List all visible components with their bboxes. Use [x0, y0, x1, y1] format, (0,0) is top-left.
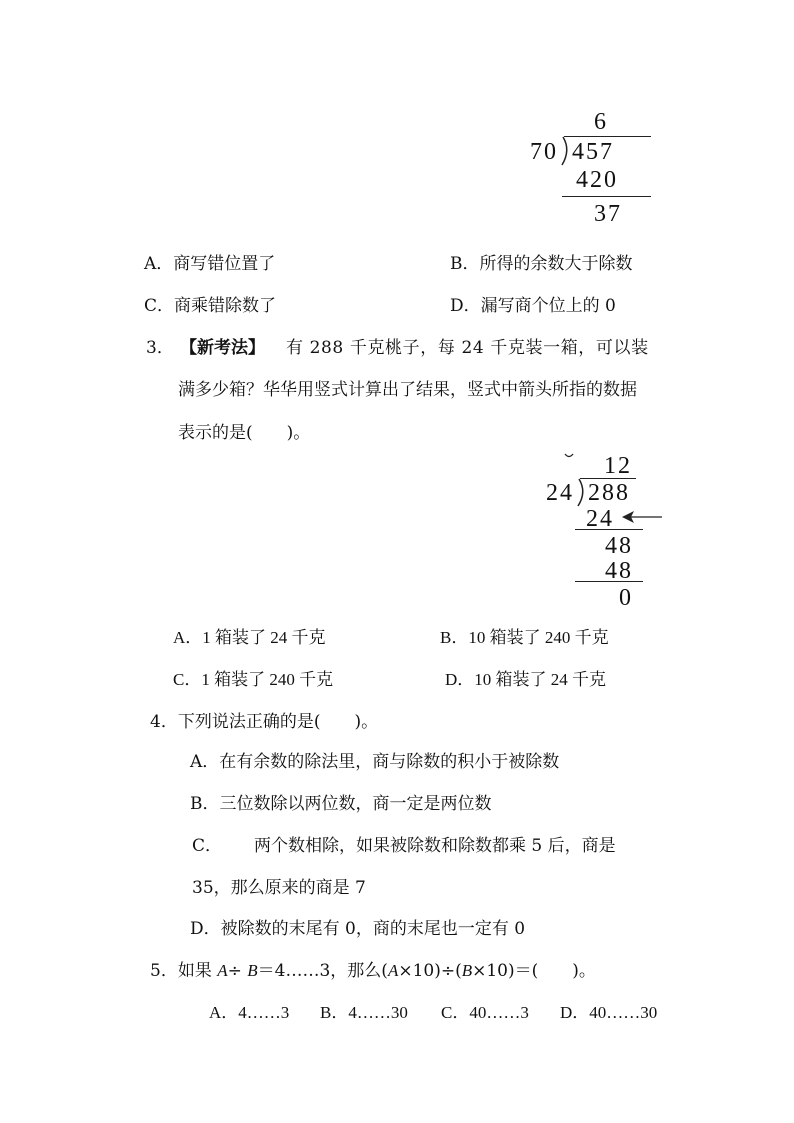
q3-stem-line3: 表示的是( )。 — [178, 423, 311, 443]
q3-remainder: 0 — [619, 585, 633, 611]
q2-option-b[interactable]: B．所得的余数大于除数 — [450, 254, 633, 274]
q2-product: 420 — [576, 167, 618, 193]
q5-var-a: A — [217, 961, 228, 980]
q2-option-c[interactable]: C．商乘错除数了 — [144, 296, 277, 316]
q3-step3: 48 — [605, 558, 633, 584]
q3-tag: 【新考法】 — [180, 338, 265, 358]
q3-divisor: 24 — [546, 480, 574, 506]
q5-var-a-2: A — [387, 961, 399, 980]
q3-option-a[interactable]: A．1 箱装了 24 千克 — [173, 628, 326, 647]
q2-option-a[interactable]: A．商写错位置了 — [144, 254, 276, 274]
q2-option-d[interactable]: D．漏写商个位上的 0 — [450, 296, 616, 316]
q4-option-c-line1: 两个数相除，如果被除数和除数都乘 5 后，商是 — [254, 836, 616, 856]
q4-option-a[interactable]: A．在有余数的除法里，商与除数的积小于被除数 — [190, 752, 560, 772]
q2-remainder: 37 — [594, 201, 622, 227]
q2-quotient: 6 — [594, 109, 608, 135]
q3-option-c[interactable]: C．1 箱装了 240 千克 — [173, 670, 334, 689]
q5-option-c[interactable]: C．40……3 — [441, 1003, 529, 1022]
q5-var-b-2: B — [461, 961, 473, 980]
q5-div-sign: ÷ — [227, 961, 248, 981]
q5-times10-b: ×10)＝( )。 — [472, 961, 596, 981]
q4-option-d[interactable]: D．被除数的末尾有 0，商的末尾也一定有 0 — [190, 919, 526, 939]
q3-option-d[interactable]: D．10 箱装了 24 千克 — [445, 670, 607, 689]
q3-number: 3． — [146, 338, 174, 358]
q5-stem-prefix: 5．如果 — [150, 961, 218, 981]
q5-option-d[interactable]: D．40……30 — [560, 1003, 658, 1022]
q3-step1: 24 — [586, 506, 614, 532]
q5-stem-mid: ＝4……3，那么( — [257, 961, 388, 981]
q3-step2: 48 — [605, 533, 633, 559]
q3-subtraction-line-2 — [575, 581, 643, 582]
q3-subtraction-line-1 — [575, 529, 643, 530]
q5-option-b[interactable]: B．4……30 — [320, 1003, 408, 1022]
q4-option-c-label: C． — [192, 836, 223, 856]
q5-option-a[interactable]: A．4……3 — [209, 1003, 290, 1022]
q5-stem — [150, 960, 596, 982]
q3-dividend: 288 — [588, 480, 630, 506]
q5-times10-a: ×10)÷( — [398, 961, 462, 981]
q5-var-b: B — [247, 961, 258, 980]
q2-divisor: 70 — [530, 139, 558, 165]
q3-stem-line1: 有 288 千克桃子，每 24 千克装一箱，可以装 — [286, 338, 649, 358]
q4-option-b[interactable]: B．三位数除以两位数，商一定是两位数 — [190, 794, 492, 814]
q2-dividend: 457 — [572, 139, 614, 165]
q3-option-b[interactable]: B．10 箱装了 240 千克 — [440, 628, 609, 647]
q4-option-c-line2: 35，那么原来的商是 7 — [192, 878, 366, 898]
q3-stem-line2: 满多少箱？华华用竖式计算出了结果，竖式中箭头所指的数据 — [178, 380, 637, 400]
q4-stem: 4．下列说法正确的是( )。 — [150, 712, 379, 732]
q3-quotient: 12 — [604, 453, 632, 479]
